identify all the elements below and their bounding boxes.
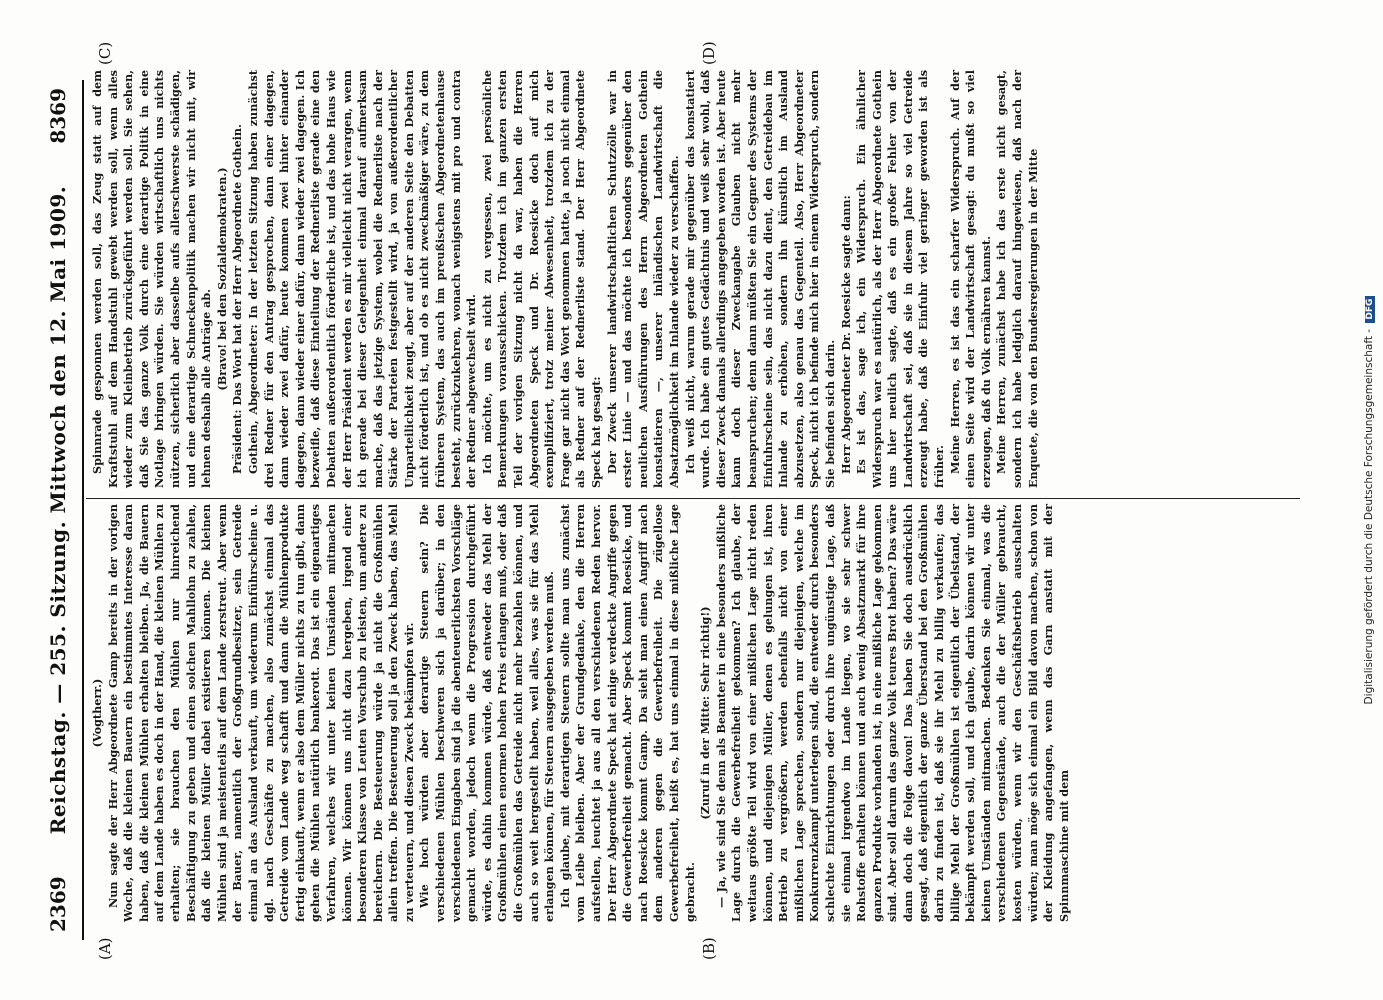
- column-divider: [86, 498, 1300, 499]
- paragraph: Präsident: Das Wort hat der Herr Abgeordnete Gothein.: [230, 124, 245, 474]
- paragraph: — Ja, wie sind Sie denn als Beamter in eine besonders mißliche Lage durch die Gewerbefreiheit gekommen? Ich glaube, der weitaus größte Teil wird von einer mißlichen Lage nicht reden können, und diejenigen Müller, denen es gelungen ist, ihren Betrieb zu vergrößern, werden ebenfalls nicht von einer mißlichen Lage sprechen, sondern nur diejenigen, welche im Konkurrenzkampf unterlegen sind, die entweder durch besonders schlechte Einrichtungen oder durch ihre ungünstige Lage, daß sie einmal irgendwo im Lande liegen, wo sie sehr schwer Rohstoffe erhalten können und auch wenig Absatzmarkt für ihre ganzen Produkte vorhanden ist, in eine mißliche Lage gekommen sind. Aber soll darum das ganze Volk teures Brot haben? Das wäre dann doch die Folge davon! Das haben Sie doch ausdrücklich gesagt, daß eigentlich der ganze Überstand bei den Großmühlen darin zu finden ist, daß sie ihr Mehl zu billig verkaufen; das billige Mehl der Großmühlen ist eigentlich der Übelstand, der bekämpft werden soll, und ich glaube, darin können wir unter keinen Umständen mitmachen. Bedenken Sie einmal, was die verschiedenen Gegenstände, auch die der Müller gebraucht, kosten würden, wenn wir den Geschäftsbetrieb ausschalten würden; man möge sich einmal ein Bild davon machen, schon von der Kleidung angefangen, wenn das Garn anstatt mit der Spinnmaschine mit dem: [713, 504, 1071, 922]
- paragraph: Ich möchte, um es nicht zu vergessen, zwei persönliche Bemerkungen vorausschicken. Trotzdem ich im ganzen ersten Teil der vorigen Sitzung nicht da war, haben die Herren Abgeordneten Speck und Dr. Roesicke doch auf mich exemplifiziert, trotz meiner Abwesenheit, trotzdem ich zu der Frage gar nicht das Wort genommen hatte, ja noch nicht einmal als Redner auf der Rednerliste stand. Der Herr Abgeordnete Speck hat gesagt:: [479, 70, 603, 488]
- paragraph: Meine Herren, zunächst habe ich das erste nicht gesagt, sondern ich habe lediglich darauf hingewiesen, daß nach der Enquete, die von den Bundesregierungen in der Mitte: [994, 70, 1040, 488]
- paragraph: Ich glaube, mit derartigen Steuern sollte man uns zunächst vom Leibe bleiben. Aber der Grundgedanke, den die Herren aufstellen, leuchtet ja aus all den verschiedenen Reden hervor. Der Herr Abgeordnete Speck hat einige verdeckte Angriffe gegen die Gewerbefreiheit gemacht. Aber Speck kommt Roesicke, und nach Roesicke kommt Gamp. Da sieht man einen Angriff nach dem anderen gegen die Gewerbefreiheit. Die zügellose Gewerbefreiheit, heißt es, hat uns einmal in diese mißliche Lage gebracht.: [557, 504, 697, 922]
- paragraph: Herr Abgeordneter Dr. Roesicke sagte dann:: [838, 195, 853, 474]
- quotation: Es ist das, sage ich, ein Widerspruch. Ein ähnlicher Widerspruch war es natürlich, als der Herr Abgeordnete Gothein uns hier neulich sagte, daß es ein großer Fehler von der Landwirtschaft sei, daß sie in diesem Jahre so viel Getreide erzeugt habe, daß die Einfuhr viel geringer geworden ist als früher.: [854, 70, 947, 488]
- paragraph: Gothein, Abgeordneter: In der letzten Sitzung haben zunächst drei Redner für den Antrag gesprochen, dann einer dagegen, dann wieder zwei dafür, heute kommen zwei hinter einander dagegen, dann wieder einer dafür, dann wieder zwei dagegen. Ich bezweifle, daß diese Einteilung der Rednerliste gerade eine den Debatten außerordentlich förderliche ist, und das hohe Haus wie der Herr Präsident werden es mir vielleicht nicht verargen, wenn ich gerade bei dieser Gelegenheit einmal darauf aufmerksam mache, daß das jetzige System, wobei die Rednerliste nach der Stärke der Parteien festgestellt wird, ja von außerordentlicher Unparteilichkeit zeugt, aber auf der anderen Seite den Debatten nicht förderlich ist, und ob es nicht zweckmäßiger wäre, zu dem früheren System, das auch im preußischen Abgeordnetenhause besteht, zurückzukehren, wonach wenigstens mit pro und contra der Redner abgewechselt wird.: [245, 70, 479, 488]
- footer-text: Digitalisierung gefördert durch die Deutsche Forschungsgemeinschaft -: [1363, 328, 1375, 705]
- paragraph: Ich weiß nicht, warum gerade mir gegenüber das konstatiert wurde. Ich habe ein gutes Gedächtnis und weiß sehr wohl, daß dieser Zweck damals allerdings angegeben worden ist. Aber heute kann doch dieser Zweckangabe Glauben nicht mehr beanspruchen; denn dann müßten Sie ein Gegner des Systems der Einfuhrscheine sein, das nicht dazu dient, den Getreidebau im Inlande zu erhöhen, sondern ihn künstlich im Ausland abzusetzen, also genau das Gegenteil. Also, Herr Abgeordneter Speck, nicht ich befinde mich hier in einem Widerspruch, sondern Sie befinden sich darin.: [682, 70, 837, 488]
- quotation: Der Zweck unserer landwirtschaftlichen Schutzzölle war in erster Linie — und das möchte ich besonders gegenüber den neulichen Ausführungen des Herrn Abgeordneten Gothein konstatieren —, unserer inländischen Landwirtschaft die Absatzmöglichkeit im Inlande wieder zu verschaffen.: [604, 70, 681, 488]
- paragraph: Wie hoch würden aber derartige Steuern sein? Die verschiedenen Mühlen beschweren sich ja darüber; in den verschiedenen Eingaben sind ja die abenteuerlichsten Vorschläge gemacht worden, jedoch wenn die Progression durchgeführt würde, es dahin kommen würde, daß entweder das Mehl der Großmühlen einen enormen hohen Preis erlangen muß, oder daß die Großmühlen das Getreide nicht mehr bezahlen können, und auch so weit hergestellt haben, weil alles, was sie für das Mehl erlangen können, für Steuern ausgegeben werden muß.: [417, 504, 557, 922]
- interjection: (Zuruf in der Mitte: Sehr richtig!): [698, 606, 713, 820]
- dfg-logo: DFG: [1365, 296, 1375, 323]
- header-title: Reichstag. — 255. Sitzung. Mittwoch den 12. Mai 1909.: [46, 185, 70, 835]
- left-page-number: 2369: [46, 876, 70, 932]
- speaker-running-head: (Vogtherr.): [90, 678, 104, 748]
- digitization-footer: [1363, 6, 1381, 994]
- page-header: [42, 80, 84, 940]
- quotation: Meine Herren, es ist das ein scharfer Widerspruch. Auf der einen Seite wird der Landwirtschaft gesagt: du mußt so viel erzeugen, daß du Volk ernähren kannst.: [947, 70, 993, 488]
- interjection: (Bravo! bei den Sozialdemokraten.): [214, 167, 229, 391]
- paragraph: Nun sagte der Herr Abgeordnete Gamp bereits in der vorigen Woche, daß die kleinen Bauern ein bestimmtes Interesse daran haben, daß die kleinen Mühlen erhalten bleiben. Ja, die Bauern auf dem Lande haben es doch in der Hand, die kleinen Mühlen zu erhalten; sie brauchen den Mühlen nur hinreichend Beschäftigung zu geben und einen solchen Mahllohn zu zahlen, daß die kleinen Müller dabei existieren können. Die kleinen Mühlen sind ja meistenteils auf dem Lande zerstreut. Aber wenn der Bauer, namentlich der Großgrundbesitzer, sein Getreide einmal an das Ausland verkauft, um wiederum Einführscheine u. dgl. nach Geschäfte zu machen, also zunächst einmal das Getreide vom Lande weg schafft und dann die Mühlenprodukte fertig einkauft, wenn er also dem Müller nichts zu tun gibt, dann gehen die Mühlen natürlich bankerott. Das ist ein eigenartiges Verfahren, welches wir unter keinen Umständen mitmachen können. Wir können uns nicht dazu hergeben, irgend einer besonderen Klasse von Leuten Vorschub zu leisten, um andere zu bereichern. Die Besteuerung würde ja nicht die Großmühlen allein treffen. Die Besteuerung soll ja den Zweck haben, das Mehl zu verteuern, und diesen Zweck bekämpfen wir.: [105, 504, 416, 922]
- left-column: [90, 504, 1072, 922]
- margin-mark-d: (D): [700, 41, 718, 65]
- margin-mark-b: (B): [700, 937, 718, 960]
- margin-mark-a: (A): [96, 937, 114, 960]
- right-column: [90, 70, 1041, 488]
- right-page-number: 8369: [46, 88, 70, 144]
- paragraph: Spinnrade gesponnen werden soll, das Zeug statt auf dem Kraftstuhl auf dem Handstuhl gewebt werden soll, wenn alles wieder zum Kleinbetrieb zurückgeführt werden soll. Sie sehen, daß Sie das ganze Volk durch eine derartige Politik in eine Notlage bringen würden. Sie würden wirtschaftlich uns nichts nützen, sicherlich aber dasselbe aufs allerschwerste schädigen, und eine derartige Schneckenpolitik machen wir nicht mit, wir lehnen deshalb alle Anträge ab.: [90, 70, 214, 488]
- margin-mark-c: (C): [96, 41, 114, 65]
